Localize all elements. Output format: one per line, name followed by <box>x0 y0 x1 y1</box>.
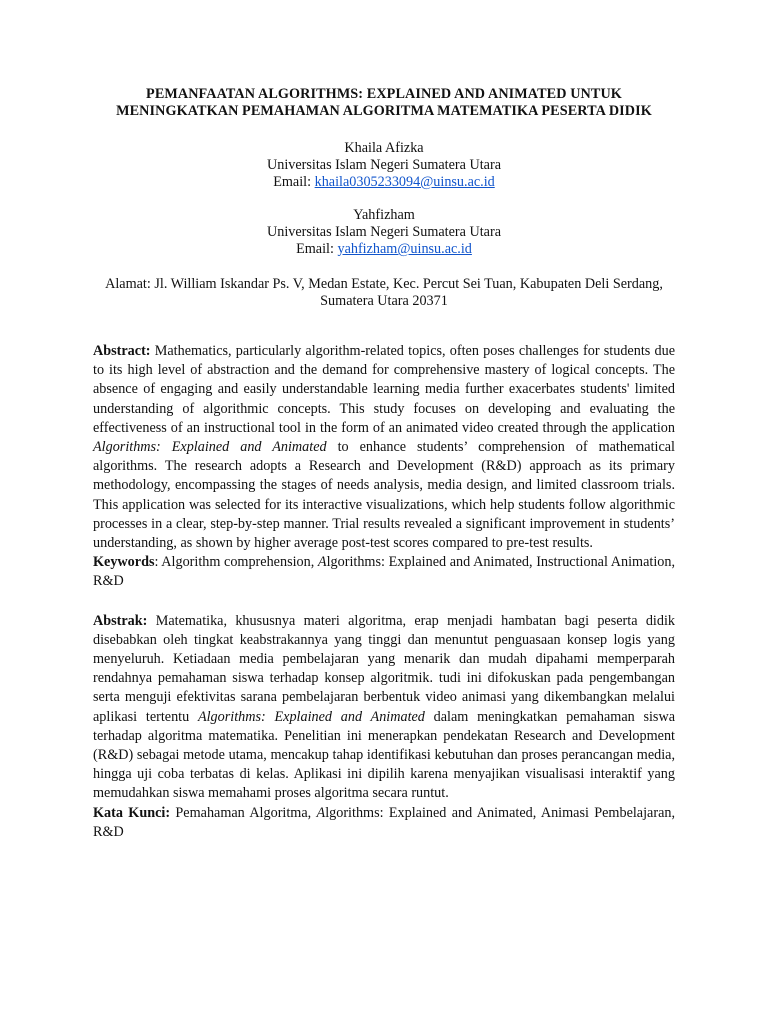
author-affiliation: Universitas Islam Negeri Sumatera Utara <box>266 157 501 173</box>
keywords-italic-letter: A <box>317 554 327 571</box>
abstrak-label: Abstrak: <box>93 612 148 629</box>
author-affiliation: Universitas Islam Negeri Sumatera Utara <box>266 224 501 240</box>
author-block-1 <box>93 140 675 191</box>
app-name-italic: Algorithms: Explained and Animated <box>197 708 425 725</box>
app-name-italic: Algorithms: Explained and Animated <box>93 439 327 456</box>
author-block-2 <box>93 207 675 258</box>
keywords-text-part-2: lgorithms: Explained and Animated, Instructional Animation, R&D <box>93 554 676 590</box>
email-label: Email: <box>296 241 338 257</box>
abstrak-text-part-2: dalam meningkatkan pemahaman siswa terhadap algoritma matematika. Penelitian ini menerapkan pendekatan Research and Development (R&D) sebagai metode utama, mencakup tahap identifikasi kebutuhan dan proses perancangan media, hingga uji coba terbatas di kelas. Aplikasi ini dipilih karena menyajikan visualisasi interaktif yang memudahkan siswa memahami proses algoritma secara runtut. <box>93 708 675 802</box>
abstract-indonesian <box>93 612 675 804</box>
kata-kunci-label: Kata Kunci: <box>93 804 171 821</box>
abstract-text-part-2: to enhance students’ comprehension of mathematical algorithms. The research adopts a Research and Development (R&D) approach as its primary methodology, encompassing the stages of needs analysis, media design, and limited classroom trials. This application was selected for its interactive visualizations, which help students follow algorithmic processes in a clear, step-by-step manner. Trial results revealed a significant improvement in students’ understanding, as shown by higher average post-test scores compared to pre-test results. <box>93 439 676 552</box>
keywords-indonesian <box>93 804 675 842</box>
author-email-line <box>93 241 675 258</box>
email-label: Email: <box>273 174 315 190</box>
author-name: Khaila Afizka <box>344 140 424 156</box>
abstract-text-part-1: Mathematics, particularly algorithm-related topics, often poses challenges for students due to its high level of abstraction and the demand for comprehensive mastery of logical concepts. The absence of engaging and easily understandable learning media further exacerbates students' limited understanding of algorithmic concepts. This study focuses on developing and evaluating the effectiveness of an instructional tool in the form of an animated video created through the application <box>93 343 675 436</box>
author-email-link[interactable]: yahfizham@uinsu.ac.id <box>337 241 472 257</box>
keywords-english <box>93 553 675 591</box>
author-name: Yahfizham <box>353 207 415 223</box>
kata-kunci-italic-letter: A <box>316 804 326 821</box>
author-address: Alamat: Jl. William Iskandar Ps. V, Medan Estate, Kec. Percut Sei Tuan, Kabupaten Deli Serdang, Sumatera Utara 20371 <box>105 276 663 309</box>
author-email-line <box>93 174 675 191</box>
keywords-text-part-1: : Algorithm comprehension, <box>154 554 318 571</box>
kata-kunci-text-part-1: Pemahaman Algoritma, <box>170 804 317 821</box>
abstract-label: Abstract: <box>93 343 151 359</box>
kata-kunci-text-part-2: lgorithms: Explained and Animated, Animasi Pembelajaran, R&D <box>93 804 676 840</box>
abstract-english <box>93 342 675 553</box>
abstrak-text-part-1: Matematika, khususnya materi algoritma, erap menjadi hambatan bagi peserta didik disebabkan oleh tingkat keabstrakannya yang tinggi dan menuntut penguasaan konsep logis yang menyeluruh. Ketiadaan media pembelajaran yang menarik dan mudah dipahami memperparah rendahnya pemahaman siswa terhadap konsep algoritmik. tudi ini difokuskan pada pengembangan serta menguji efektivitas sarana pembelajaran berbentuk video animasi yang dikembangkan melalui aplikasi tertentu <box>93 612 675 725</box>
keywords-label: Keywords <box>93 554 155 571</box>
author-email-link[interactable]: khaila0305233094@uinsu.ac.id <box>314 174 495 190</box>
paper-title: PEMANFAATAN ALGORITHMS: EXPLAINED AND ANIMATED UNTUK MENINGKATKAN PEMAHAMAN ALGORITMA MATEMATIKA PESERTA DIDIK <box>116 86 652 119</box>
